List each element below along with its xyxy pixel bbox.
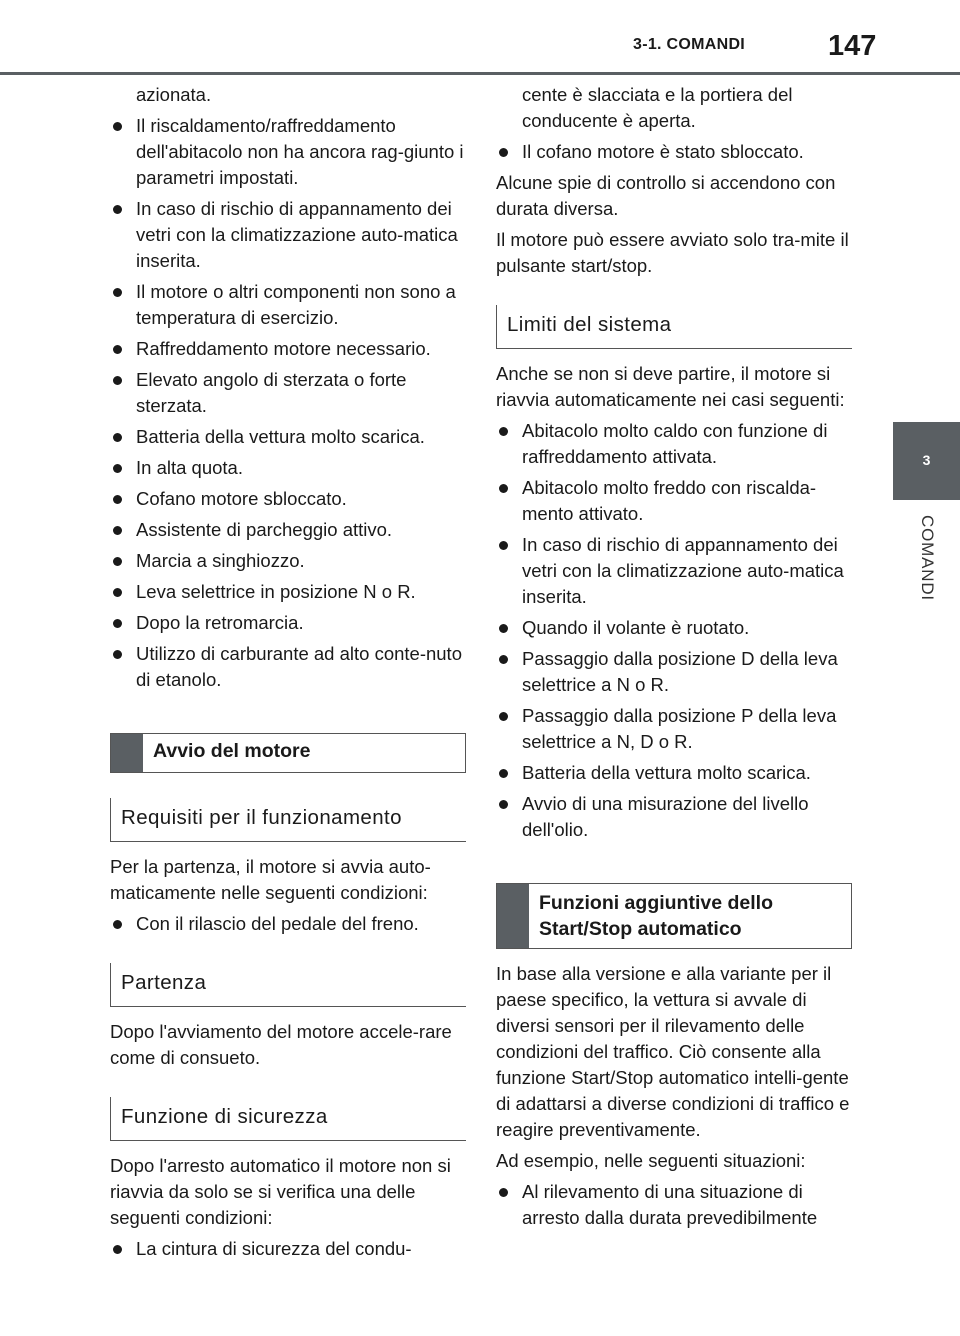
continued-text: cente è slacciata e la portiera del conducente è aperta. [522, 84, 793, 131]
paragraph: Alcune spie di controllo si accendono con durata diversa. [496, 172, 836, 219]
left-column [110, 82, 466, 1267]
paragraph: Anche se non si deve partire, il motore si riavvia automaticamente nei casi seguenti: [496, 363, 845, 410]
paragraph: Il motore può essere avviato solo tra-mite il pulsante start/stop. [496, 229, 849, 276]
section-heading-box [496, 883, 852, 949]
list-item: Abitacolo molto freddo con riscalda-mento attivato. [496, 475, 852, 527]
list-item: In caso di rischio di appannamento dei vetri con la climatizzazione auto-matica inserita. [110, 196, 466, 274]
list-item: Abitacolo molto caldo con funzione di raffreddamento attivata. [496, 418, 852, 470]
paragraph: Dopo l'arresto automatico il motore non si riavvia da solo se si verifica una delle seguenti condizioni: [110, 1155, 451, 1228]
chapter-tab [893, 422, 960, 500]
paragraph: Dopo l'avviamento del motore accele-rare come di consueto. [110, 1021, 452, 1068]
list-item: Dopo la retromarcia. [110, 610, 466, 636]
list-item: Utilizzo di carburante ad alto conte-nuto di etanolo. [110, 641, 466, 693]
chapter-label-wrap [893, 500, 960, 630]
list-item: Passaggio dalla posizione D della leva selettrice a N o R. [496, 646, 852, 698]
right-column [496, 82, 852, 1236]
list-item: Assistente di parcheggio attivo. [110, 517, 466, 543]
list-item: In alta quota. [110, 455, 466, 481]
chapter-number: 3 [922, 452, 931, 468]
heading-bar [111, 734, 143, 772]
paragraph: Per la partenza, il motore si avvia auto-maticamente nelle seguenti condizioni: [110, 856, 431, 903]
list-item: Elevato angolo di sterzata o forte sterzata. [110, 367, 466, 419]
list-item: Batteria della vettura molto scarica. [110, 424, 466, 450]
subheading: Requisiti per il funzionamento [110, 798, 466, 842]
subheading: Limiti del sistema [496, 305, 852, 349]
section-heading-box [110, 733, 466, 773]
list-item: Raffreddamento motore necessario. [110, 336, 466, 362]
continued-text: azionata. [136, 84, 212, 105]
list-item: Il cofano motore è stato sbloccato. [496, 139, 852, 165]
list-item: Quando il volante è ruotato. [496, 615, 852, 641]
section-heading: Avvio del motore [153, 740, 311, 762]
list-item: In caso di rischio di appannamento dei vetri con la climatizzazione auto-matica inserita. [496, 532, 852, 610]
list-item: Il riscaldamento/raffreddamento dell'abitacolo non ha ancora rag-giunto i parametri impostati. [110, 113, 466, 191]
paragraph: In base alla versione e alla variante per il paese specifico, la vettura si avvale di diversi sensori per il rilevamento delle condizioni del traffico. Ciò consente alla funzione Start/Stop automatico intelli-gente di adattarsi a diverse condizioni di traffico e reagire preventivamente. [496, 963, 850, 1140]
list-item: Avvio di una misurazione del livello dell'olio. [496, 791, 852, 843]
list-item: Con il rilascio del pedale del freno. [110, 911, 466, 937]
chapter-label: COMANDI [917, 515, 937, 601]
list-item: Leva selettrice in posizione N o R. [110, 579, 466, 605]
list-item: La cintura di sicurezza del condu- [110, 1236, 466, 1262]
section-heading: Funzioni aggiuntive dello Start/Stop automatico [539, 892, 773, 940]
heading-bar [497, 884, 529, 948]
paragraph: Ad esempio, nelle seguenti situazioni: [496, 1150, 806, 1171]
page-number: 147 [828, 30, 877, 62]
list-item: Il motore o altri componenti non sono a temperatura di esercizio. [110, 279, 466, 331]
subheading: Partenza [110, 963, 466, 1007]
list-item: Marcia a singhiozzo. [110, 548, 466, 574]
list-item: Al rilevamento di una situazione di arresto dalla durata prevedibilmente [496, 1179, 852, 1231]
header-rule [0, 72, 960, 75]
list-item: Passaggio dalla posizione P della leva selettrice a N, D o R. [496, 703, 852, 755]
list-item: Batteria della vettura molto scarica. [496, 760, 852, 786]
subheading: Funzione di sicurezza [110, 1097, 466, 1141]
list-item: Cofano motore sbloccato. [110, 486, 466, 512]
section-title: 3-1. COMANDI [633, 36, 746, 53]
